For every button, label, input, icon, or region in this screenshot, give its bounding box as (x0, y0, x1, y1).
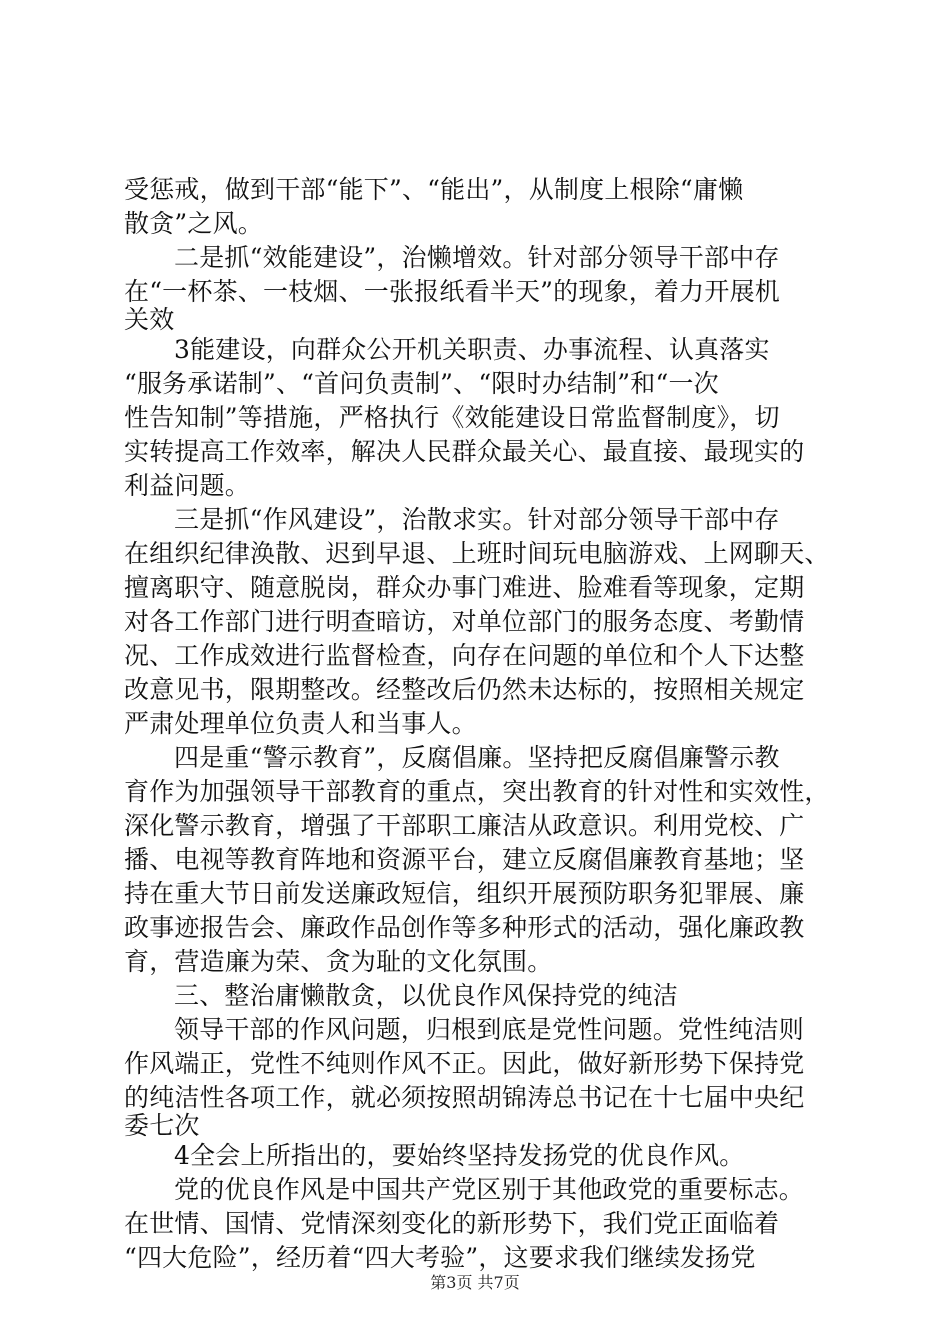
body-line: 散贪”之风。 (124, 209, 263, 238)
body-line: 关效 (124, 305, 175, 334)
body-line: 改意见书，限期整改。经整改后仍然未达标的，按照相关规定 (124, 675, 805, 704)
body-line: 育，营造廉为荣、贪为耻的文化氛围。 (124, 947, 553, 976)
body-line: 在“一杯茶、一枝烟、一张报纸看半天”的现象，着力开展机 (124, 277, 780, 306)
body-line: 党的优良作风是中国共产党区别于其他政党的重要标志。 (174, 1175, 805, 1204)
body-line: 受惩戒，做到干部“能下”、“能出”，从制度上根除“庸懒 (124, 175, 744, 204)
body-line: 四是重“警示教育”，反腐倡廉。坚持把反腐倡廉警示教 (174, 743, 780, 772)
section-heading: 三、整治庸懒散贪，以优良作风保持党的纯洁 (174, 981, 679, 1010)
body-line: 3能建设，向群众公开机关职责、办事流程、认真落实 (174, 335, 770, 364)
body-line: 严肃处理单位负责人和当事人。 (124, 709, 477, 738)
body-line: 况、工作成效进行监督检查，向存在问题的单位和个人下达整 (124, 641, 805, 670)
body-line: 在组织纪律涣散、迟到早退、上班时间玩电脑游戏、上网聊天、 (124, 539, 830, 568)
body-line: “四大危险”，经历着“四大考验”，这要求我们继续发扬党 (124, 1243, 756, 1272)
body-line: 持在重大节日前发送廉政短信，组织开展预防职务犯罪展、廉 (124, 879, 805, 908)
body-line: 委七次 (124, 1111, 200, 1140)
body-line: 二是抓“效能建设”，治懒增效。针对部分领导干部中存 (174, 243, 780, 272)
page-number-footer: 第3页 共7页 (430, 1273, 520, 1292)
body-line: 三是抓“作风建设”，治散求实。针对部分领导干部中存 (174, 505, 780, 534)
body-line: 擅离职守、随意脱岗，群众办事门难进、脸难看等现象，定期 (124, 573, 805, 602)
body-line: 4全会上所指出的，要始终坚持发扬党的优良作风。 (174, 1141, 745, 1170)
body-line: 在世情、国情、党情深刻变化的新形势下，我们党正面临着 (124, 1209, 780, 1238)
body-line: 育作为加强领导干部教育的重点，突出教育的针对性和实效性， (124, 777, 830, 806)
body-line: 作风端正，党性不纯则作风不正。因此，做好新形势下保持党 (124, 1049, 805, 1078)
body-line: 实转提高工作效率，解决人民群众最关心、最直接、最现实的 (124, 437, 805, 466)
body-line: 的纯洁性各项工作，就必须按照胡锦涛总书记在十七届中央纪 (124, 1083, 805, 1112)
body-line: 播、电视等教育阵地和资源平台，建立反腐倡廉教育基地；坚 (124, 845, 805, 874)
body-line: 深化警示教育，增强了干部职工廉洁从政意识。利用党校、广 (124, 811, 805, 840)
body-line: “服务承诺制”、“首问负责制”、“限时办结制”和“一次 (124, 369, 719, 398)
body-line: 对各工作部门进行明查暗访，对单位部门的服务态度、考勤情 (124, 607, 805, 636)
body-line: 利益问题。 (124, 471, 251, 500)
body-line: 领导干部的作风问题，归根到底是党性问题。党性纯洁则 (174, 1015, 805, 1044)
body-line: 性告知制”等措施，严格执行《效能建设日常监督制度》，切 (124, 403, 780, 432)
body-line: 政事迹报告会、廉政作品创作等多种形式的活动，强化廉政教 (124, 913, 805, 942)
